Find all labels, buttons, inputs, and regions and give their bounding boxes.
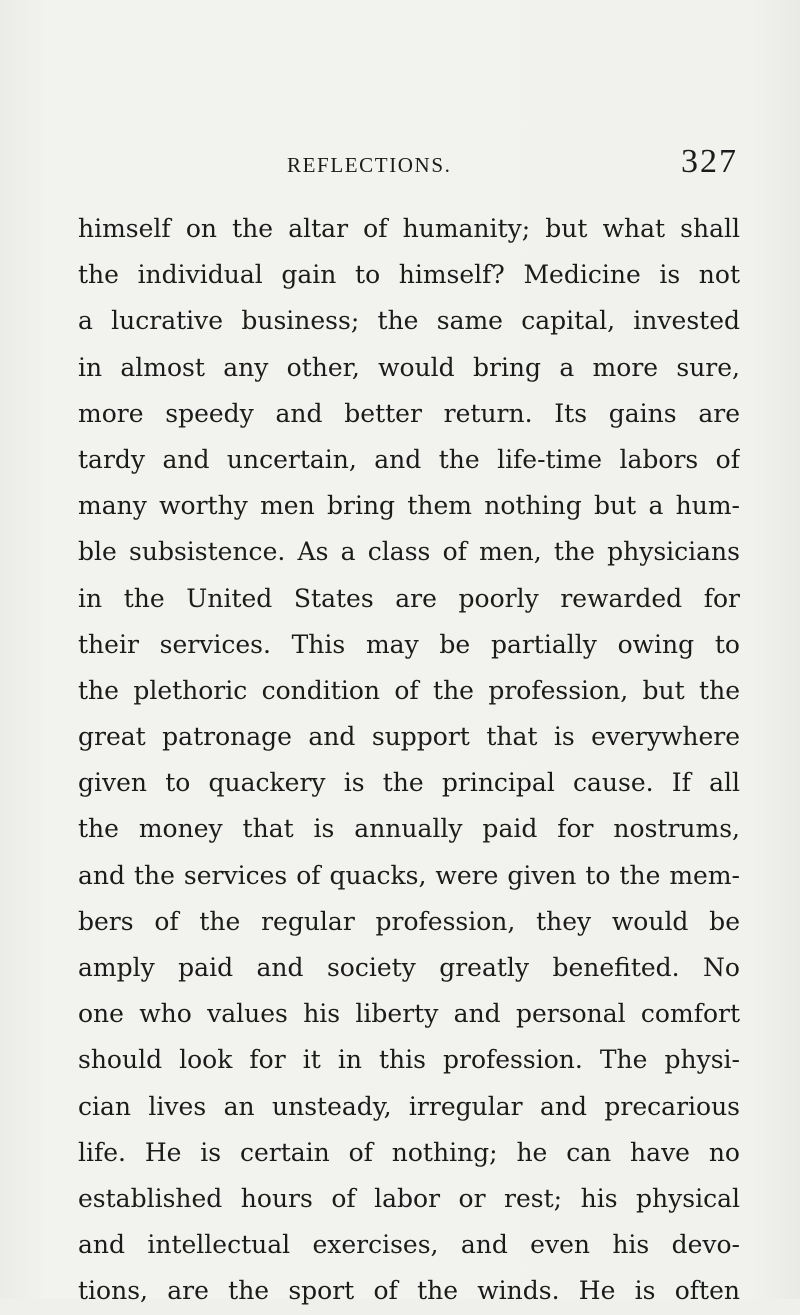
text-line: cian lives an unsteady, irregular and precarious — [78, 1091, 740, 1121]
text-line: the money that is annually paid for nostrums, — [78, 814, 740, 844]
text-line: ble subsistence. As a class of men, the physicians — [78, 537, 740, 567]
text-line: and intellectual exercises, and even his devo- — [78, 1230, 740, 1260]
text-line: the plethoric condition of the profession, but the — [78, 675, 740, 705]
text-line: tions, are the sport of the winds. He is often — [78, 1276, 740, 1306]
text-line: established hours of labor or rest; his physical — [78, 1183, 740, 1213]
text-line: bers of the regular profession, they would be — [78, 906, 740, 936]
text-line: great patronage and support that is everywhere — [78, 722, 740, 752]
text-line: himself on the altar of humanity; but what shall — [78, 214, 740, 243]
text-line: tardy and uncertain, and the life-time labors of — [78, 444, 740, 474]
body-text — [78, 206, 740, 1315]
text-line: in almost any other, would bring a more sure, — [78, 352, 740, 382]
page-number: 327 — [681, 143, 738, 180]
text-line: should look for it in this profession. The physi- — [78, 1045, 740, 1075]
text-line: in the United States are poorly rewarded for — [78, 583, 740, 613]
text-line: more speedy and better return. Its gains are — [78, 398, 740, 428]
text-line: their services. This may be partially owing to — [78, 629, 740, 659]
text-line: amply paid and society greatly benefited. No — [78, 953, 740, 982]
text-line: given to quackery is the principal cause. If all — [78, 768, 740, 798]
text-line: the individual gain to himself? Medicine is not — [78, 260, 740, 290]
text-line: and the services of quacks, were given to the mem- — [78, 860, 740, 890]
text-line: a lucrative business; the same capital, invested — [78, 306, 740, 336]
text-line: many worthy men bring them nothing but a hum- — [78, 491, 740, 521]
running-title: REFLECTIONS. — [287, 153, 452, 177]
text-line: life. He is certain of nothing; he can have no — [78, 1137, 740, 1167]
text-line: one who values his liberty and personal comfort — [78, 999, 740, 1029]
running-head — [0, 143, 800, 189]
